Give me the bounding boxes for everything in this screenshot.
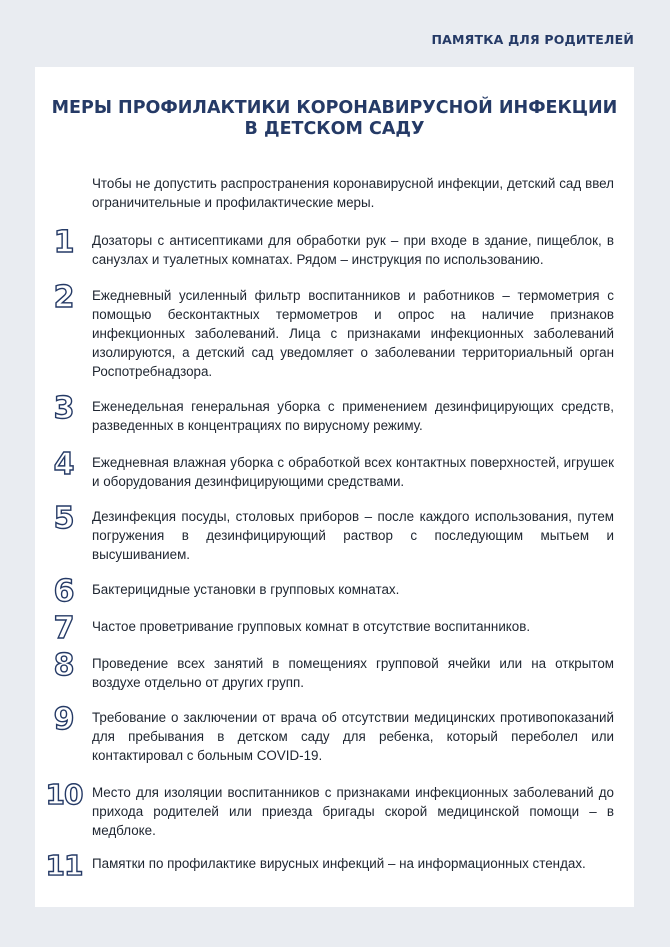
item-text: Требование о заключении от врача об отсутствии медицинских противопоказаний для пребывания в детском саду для ребенка, который переболел или контактировал с больным COVID-19. [92,710,614,763]
item-number: 1 [53,225,75,260]
title-line-1: МЕРЫ ПРОФИЛАКТИКИ КОРОНАВИРУСНОЙ ИНФЕКЦИИ [51,98,618,118]
item-text: Ежедневный усиленный фильтр воспитанников и работников – термометрия с помощью бесконтактных термометров и опрос на наличие признаков инфекционных заболеваний. Лица с признаками инфекционных заболеваний изолируются, а детский сад уведомляет о заболевании территориальный орган Роспотребнадзора. [92,288,614,379]
item-number: 4 [53,447,75,482]
item-number: 8 [53,648,75,683]
item-number: 5 [53,501,75,536]
item-text: Проведение всех занятий в помещениях групповой ячейки или на открытом воздухе отдельно от других групп. [92,656,614,690]
item-number: 7 [53,611,75,646]
title-line-2: В ДЕТСКОМ САДУ [244,119,425,139]
item-number: 2 [53,280,75,315]
intro-paragraph: Чтобы не допустить распространения коронавирусной инфекции, детский сад ввел ограничительные и профилактические меры. [92,176,614,210]
memo-card [35,67,634,907]
item-number: 10 [45,778,83,811]
item-text: Частое проветривание групповых комнат в отсутствие воспитанников. [92,619,531,634]
item-number: 11 [45,849,83,882]
item-text: Дозаторы с антисептиками для обработки рук – при входе в здание, пищеблок, в санузлах и туалетных комнатах. Рядом – инструкция по использованию. [92,233,614,267]
header-label: ПАМЯТКА ДЛЯ РОДИТЕЛЕЙ [431,32,634,47]
item-text: Еженедельная генеральная уборка с применением дезинфицирующих средств, разведенных в концентрациях по вирусному режиму. [92,399,614,433]
item-number: 6 [53,574,75,609]
item-text: Место для изоляции воспитанников с признаками инфекционных заболеваний до прихода родителей или приезда бригады скорой медицинской помощи – в медблоке. [92,785,614,838]
item-text: Бактерицидные установки в групповых комнатах. [92,582,400,597]
item-text: Памятки по профилактике вирусных инфекций – на информационных стендах. [92,856,586,871]
item-number: 3 [53,391,75,426]
page-title [35,98,634,140]
item-text: Дезинфекция посуды, столовых приборов – после каждого использования, путем погружения в дезинфицирующий раствор с последующим мытьем и высушиванием. [92,509,614,562]
item-number: 9 [53,702,75,737]
item-text: Ежедневная влажная уборка с обработкой всех контактных поверхностей, игрушек и оборудования дезинфицирующими средствами. [92,455,614,489]
